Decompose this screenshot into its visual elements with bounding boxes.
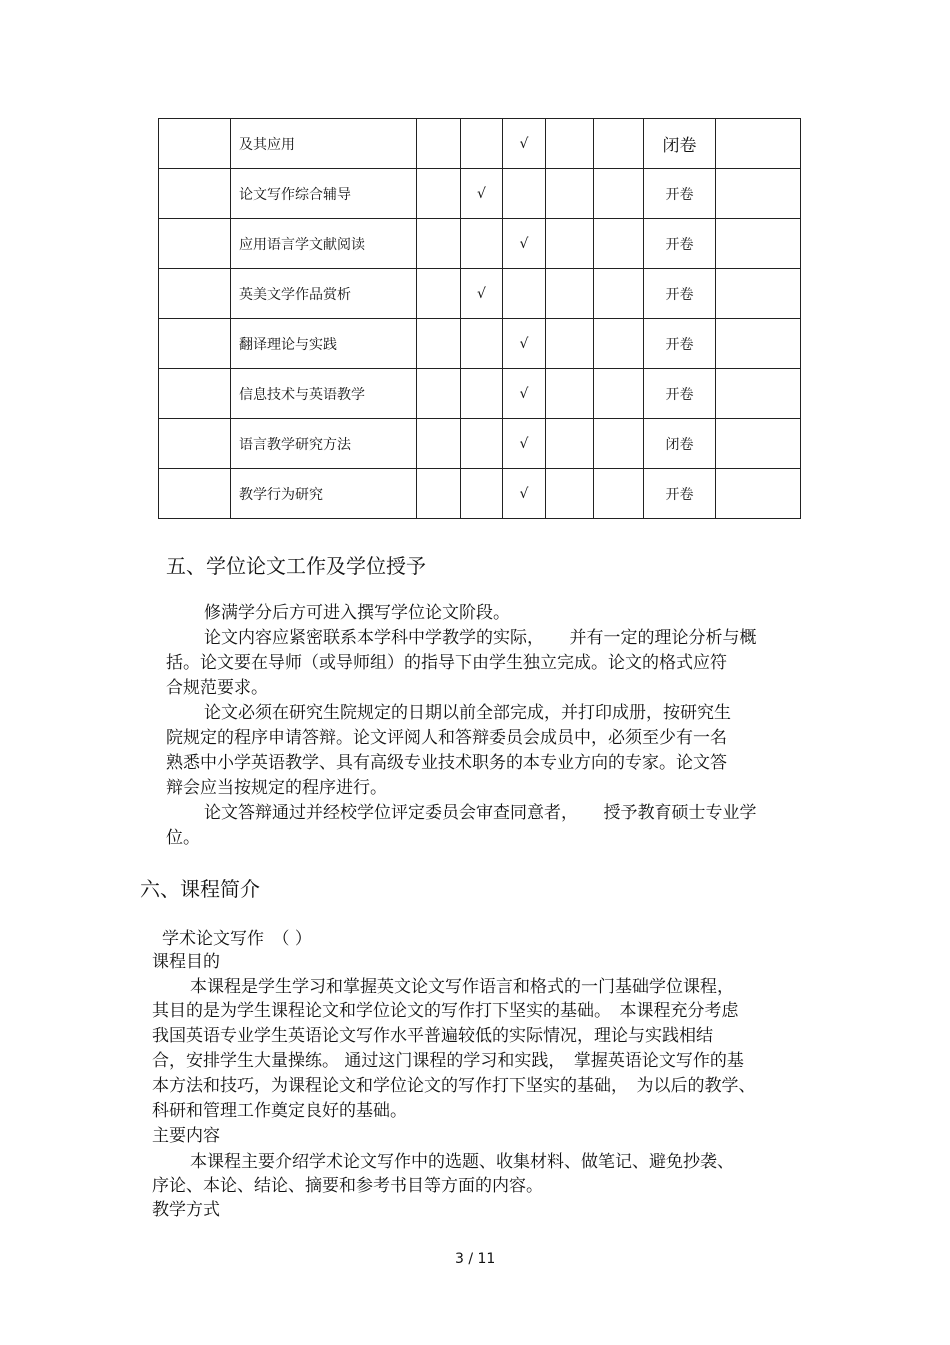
- check-mark-cell: √: [503, 469, 546, 519]
- empty-cell: [461, 119, 503, 169]
- paragraph-line: 院规定的程序申请答辩。论文评阅人和答辩委员会成员中，必须至少有一名: [166, 728, 727, 748]
- empty-cell: [159, 469, 231, 519]
- check-mark-cell: √: [503, 119, 546, 169]
- empty-cell: [546, 219, 594, 269]
- empty-cell: [546, 469, 594, 519]
- empty-cell: [461, 219, 503, 269]
- paragraph-line: 合规范要求。: [166, 678, 268, 698]
- paragraph-line: 位。: [166, 828, 200, 848]
- table-row: [159, 269, 801, 319]
- empty-cell: [594, 319, 644, 369]
- goal-line: 我国英语专业学生英语论文写作水平普遍较低的实际情况，理论与实践相结: [152, 1026, 713, 1046]
- empty-cell: [417, 419, 461, 469]
- exam-type-cell: 开卷: [644, 319, 716, 369]
- empty-cell: [716, 419, 801, 469]
- empty-cell: [417, 119, 461, 169]
- table-row: [159, 219, 801, 269]
- exam-type-cell: 闭卷: [644, 419, 716, 469]
- empty-cell: [546, 369, 594, 419]
- goal-line: 科研和管理工作奠定良好的基础。: [152, 1101, 407, 1121]
- page-number: 3 / 11: [455, 1251, 496, 1267]
- paragraph-line: 论文内容应紧密联系本学科中学教学的实际， 并有一定的理论分析与概: [204, 628, 757, 648]
- empty-cell: [546, 119, 594, 169]
- paragraph-line: 括。论文要在导师（或导师组）的指导下由学生独立完成。论文的格式应符: [166, 653, 727, 673]
- empty-cell: [716, 319, 801, 369]
- empty-cell: [159, 269, 231, 319]
- empty-cell: [716, 369, 801, 419]
- check-mark-cell: √: [461, 169, 503, 219]
- empty-cell: [417, 269, 461, 319]
- empty-cell: [461, 319, 503, 369]
- goal-heading: 课程目的: [152, 952, 220, 972]
- exam-type-cell: 闭卷: [644, 119, 716, 169]
- empty-cell: [159, 119, 231, 169]
- course-name-cell: 及其应用: [231, 119, 417, 169]
- empty-cell: [159, 369, 231, 419]
- section-6-title: 六、课程简介: [140, 877, 260, 901]
- course-name-cell: 语言教学研究方法: [231, 419, 417, 469]
- table-row: [159, 419, 801, 469]
- empty-cell: [461, 469, 503, 519]
- empty-cell: [417, 469, 461, 519]
- empty-cell: [546, 319, 594, 369]
- paragraph-line: 修满学分后方可进入撰写学位论文阶段。: [204, 603, 510, 623]
- paragraph-line: 辩会应当按规定的程序进行。: [166, 778, 387, 798]
- empty-cell: [716, 119, 801, 169]
- empty-cell: [594, 269, 644, 319]
- empty-cell: [417, 369, 461, 419]
- empty-cell: [417, 219, 461, 269]
- empty-cell: [159, 419, 231, 469]
- exam-type-cell: 开卷: [644, 269, 716, 319]
- paragraph-line: 论文必须在研究生院规定的日期以前全部完成，并打印成册，按研究生: [204, 703, 731, 723]
- check-mark-cell: √: [503, 419, 546, 469]
- table-row: [159, 369, 801, 419]
- content-line: 本课程主要介绍学术论文写作中的选题、收集材料、做笔记、避免抄袭、: [190, 1152, 734, 1172]
- empty-cell: [461, 419, 503, 469]
- check-mark-cell: √: [503, 319, 546, 369]
- empty-cell: [503, 169, 546, 219]
- table-row: [159, 469, 801, 519]
- empty-cell: [417, 319, 461, 369]
- empty-cell: [546, 419, 594, 469]
- empty-cell: [546, 169, 594, 219]
- section-5-title: 五、学位论文工作及学位授予: [166, 554, 426, 578]
- check-mark-cell: √: [503, 369, 546, 419]
- empty-cell: [594, 119, 644, 169]
- empty-cell: [716, 269, 801, 319]
- empty-cell: [417, 169, 461, 219]
- empty-cell: [461, 369, 503, 419]
- content-line: 序论、本论、结论、摘要和参考书目等方面的内容。: [152, 1176, 543, 1196]
- course-title: 学术论文写作 （ ）: [162, 929, 312, 949]
- course-name-cell: 应用语言学文献阅读: [231, 219, 417, 269]
- table-row: [159, 119, 801, 169]
- empty-cell: [716, 469, 801, 519]
- goal-line: 合，安排学生大量操练。 通过这门课程的学习和实践， 掌握英语论文写作的基: [152, 1051, 744, 1071]
- content-heading: 主要内容: [152, 1126, 220, 1146]
- course-name-cell: 英美文学作品赏析: [231, 269, 417, 319]
- course-name-cell: 论文写作综合辅导: [231, 169, 417, 219]
- empty-cell: [546, 269, 594, 319]
- paragraph-line: 论文答辩通过并经校学位评定委员会审查同意者， 授予教育硕士专业学: [204, 803, 757, 823]
- empty-cell: [594, 419, 644, 469]
- goal-line: 本方法和技巧，为课程论文和学位论文的写作打下坚实的基础， 为以后的教学、: [152, 1076, 756, 1096]
- exam-type-cell: 开卷: [644, 169, 716, 219]
- table-row: [159, 319, 801, 369]
- course-name-cell: 信息技术与英语教学: [231, 369, 417, 419]
- empty-cell: [159, 219, 231, 269]
- empty-cell: [159, 319, 231, 369]
- method-heading: 教学方式: [152, 1200, 220, 1220]
- course-name-cell: 翻译理论与实践: [231, 319, 417, 369]
- course-name-cell: 教学行为研究: [231, 469, 417, 519]
- check-mark-cell: √: [461, 269, 503, 319]
- empty-cell: [716, 169, 801, 219]
- empty-cell: [503, 269, 546, 319]
- exam-type-cell: 开卷: [644, 369, 716, 419]
- course-table: [158, 118, 801, 519]
- goal-line: 本课程是学生学习和掌握英文论文写作语言和格式的一门基础学位课程，: [190, 977, 734, 997]
- empty-cell: [594, 469, 644, 519]
- exam-type-cell: 开卷: [644, 219, 716, 269]
- paragraph-line: 熟悉中小学英语教学、具有高级专业技术职务的本专业方向的专家。论文答: [166, 753, 727, 773]
- empty-cell: [594, 169, 644, 219]
- empty-cell: [159, 169, 231, 219]
- empty-cell: [594, 369, 644, 419]
- goal-line: 其目的是为学生课程论文和学位论文的写作打下坚实的基础。 本课程充分考虑: [152, 1001, 739, 1021]
- exam-type-cell: 开卷: [644, 469, 716, 519]
- table-row: [159, 169, 801, 219]
- empty-cell: [716, 219, 801, 269]
- check-mark-cell: √: [503, 219, 546, 269]
- empty-cell: [594, 219, 644, 269]
